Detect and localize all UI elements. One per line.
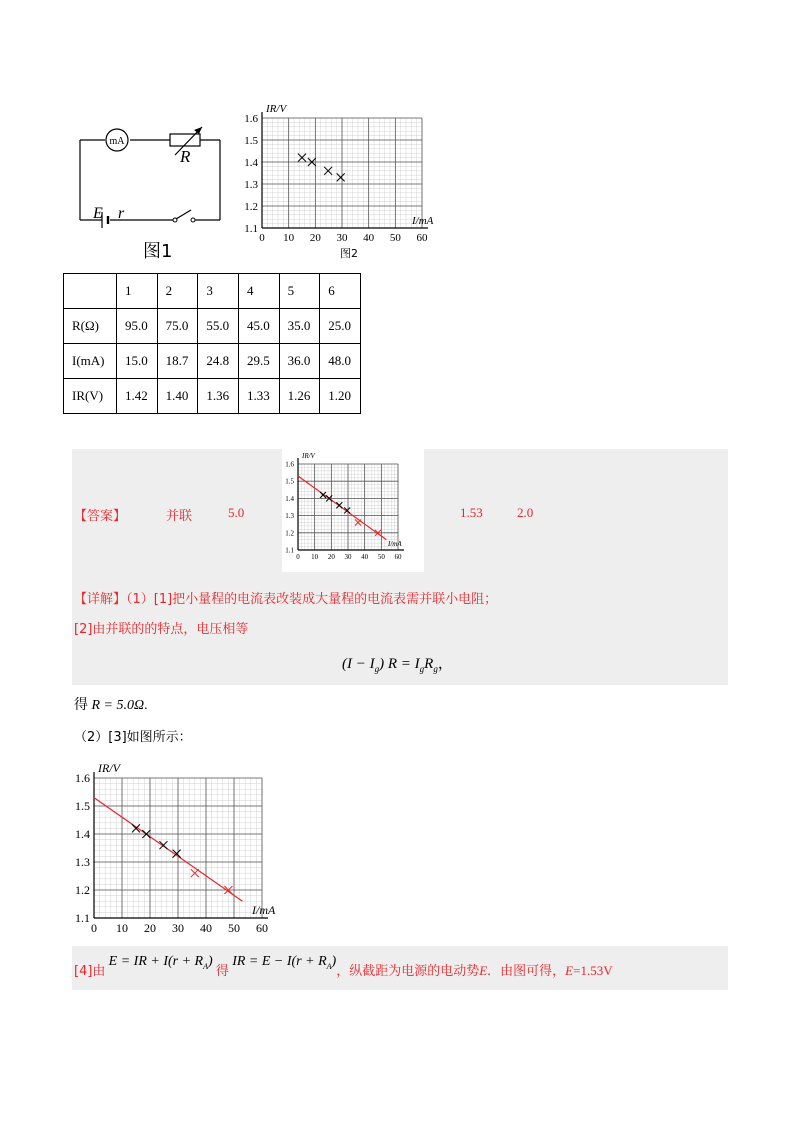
y-tick-label: 1.2 (285, 529, 294, 538)
table-cell: 95.0 (117, 309, 158, 344)
x-tick-label: 20 (309, 232, 321, 244)
figure2-caption: 图2 (340, 247, 358, 260)
result-line: 得 R = 5.0Ω. (74, 697, 148, 713)
x-tick-label: 30 (344, 553, 352, 561)
answer-1: 并联 (166, 509, 193, 524)
table-cell: R(Ω) (64, 309, 117, 344)
table-row (64, 344, 361, 379)
x-tick-label: 20 (144, 921, 156, 935)
y-tick-label: 1.2 (244, 200, 258, 213)
table-cell: 1.42 (117, 379, 158, 414)
x-tick-label: 40 (361, 553, 369, 561)
detail-line2: [2]由并联的的特点，电压相等 (74, 622, 249, 637)
table-cell: 3 (198, 274, 239, 309)
y-axis-label: IR/V (266, 103, 287, 115)
solution-chart (60, 760, 310, 940)
formula-parallel: $(I - I_g)$ $R = I_gR_g$， (342, 656, 453, 674)
meter-label: mA (109, 136, 125, 147)
x-axis-label: I/mA (412, 215, 434, 227)
y-tick-label: 1.1 (285, 546, 294, 555)
final-line: [4]由 E = IR + $I(r + R_A)$ 得 IR = $E - I(r + R_A)$，纵截距为电源的电动势E．由图可得，E=1.53V (74, 954, 613, 979)
answer-3: 1.53 (460, 505, 483, 520)
table-cell: 55.0 (198, 309, 239, 344)
table-cell: 35.0 (279, 309, 320, 344)
y-tick-label: 1.5 (285, 477, 294, 486)
x-tick-label: 50 (389, 232, 401, 244)
data-point (337, 173, 345, 181)
y-tick-label: 1.3 (285, 512, 294, 521)
y-tick-label: 1.6 (285, 460, 294, 469)
table-cell: 45.0 (238, 309, 279, 344)
table-cell: 15.0 (117, 344, 158, 379)
x-axis-label: I/mA (252, 903, 276, 917)
y-tick-label: 1.4 (75, 827, 90, 842)
x-tick-label: 50 (228, 921, 240, 935)
x-tick-label: 60 (416, 232, 428, 244)
table-cell: 1.40 (157, 379, 198, 414)
x-tick-label: 10 (311, 553, 319, 561)
x-tick-label: 20 (327, 553, 335, 561)
table-cell: 29.5 (238, 344, 279, 379)
x-tick-label: 0 (91, 921, 97, 935)
table-row (64, 379, 361, 414)
table-cell: 4 (238, 274, 279, 309)
y-tick-label: 1.4 (285, 494, 294, 503)
table-row (64, 274, 361, 309)
y-tick-label: 1.6 (75, 771, 90, 786)
answer-tag: 【答案】 (74, 509, 127, 524)
table-cell: 6 (320, 274, 361, 309)
y-tick-label: 1.3 (75, 855, 90, 870)
answer-chart (282, 450, 424, 568)
table-cell: 18.7 (157, 344, 198, 379)
x-tick-label: 10 (283, 232, 295, 244)
table-cell: 1 (117, 274, 158, 309)
detail-line1: 【详解】（1）[1]把小量程的电流表改装成大量程的电流表需并联小电阻； (74, 592, 498, 607)
table-cell: 24.8 (198, 344, 239, 379)
table-cell: 48.0 (320, 344, 361, 379)
table-cell: 2 (157, 274, 198, 309)
figure2-chart (238, 100, 468, 245)
x-tick-label: 0 (296, 553, 300, 561)
source-r-label: r (118, 205, 125, 222)
y-tick-label: 1.3 (244, 178, 258, 191)
table-cell: 25.0 (320, 309, 361, 344)
x-tick-label: 30 (172, 921, 184, 935)
y-tick-label: 1.1 (244, 222, 258, 235)
table-cell: I(mA) (64, 344, 117, 379)
resistor-label: R (180, 147, 191, 166)
table-cell: 75.0 (157, 309, 198, 344)
figure1-caption: 图1 (143, 241, 173, 262)
x-tick-label: 50 (377, 553, 385, 561)
x-tick-label: 0 (259, 232, 265, 244)
x-tick-label: 40 (200, 921, 212, 935)
y-tick-label: 1.5 (244, 134, 258, 147)
y-tick-label: 1.2 (75, 883, 90, 898)
table-cell: 36.0 (279, 344, 320, 379)
table-cell: 1.33 (238, 379, 279, 414)
answer-2: 5.0 (228, 505, 245, 520)
table-cell: IR(V) (64, 379, 117, 414)
y-axis-label: IR/V (98, 761, 120, 775)
source-E-label: E (93, 205, 103, 222)
table-row (64, 309, 361, 344)
x-tick-label: 60 (256, 921, 268, 935)
x-tick-label: 30 (336, 232, 348, 244)
data-table (63, 273, 361, 414)
table-cell: 5 (279, 274, 320, 309)
x-axis-label: I/mA (388, 540, 402, 548)
table-cell: 1.36 (198, 379, 239, 414)
y-tick-label: 1.4 (244, 156, 258, 169)
y-axis-label: IR/V (302, 452, 315, 460)
y-tick-label: 1.1 (75, 911, 90, 926)
table-cell: 1.26 (279, 379, 320, 414)
table-cell (64, 274, 117, 309)
x-tick-label: 40 (363, 232, 375, 244)
x-tick-label: 10 (116, 921, 128, 935)
y-tick-label: 1.5 (75, 799, 90, 814)
part2-text: （2）[3]如图所示： (74, 730, 192, 745)
answer-4: 2.0 (517, 505, 534, 520)
table-cell: 1.20 (320, 379, 361, 414)
x-tick-label: 60 (394, 553, 402, 561)
y-tick-label: 1.6 (244, 112, 258, 125)
